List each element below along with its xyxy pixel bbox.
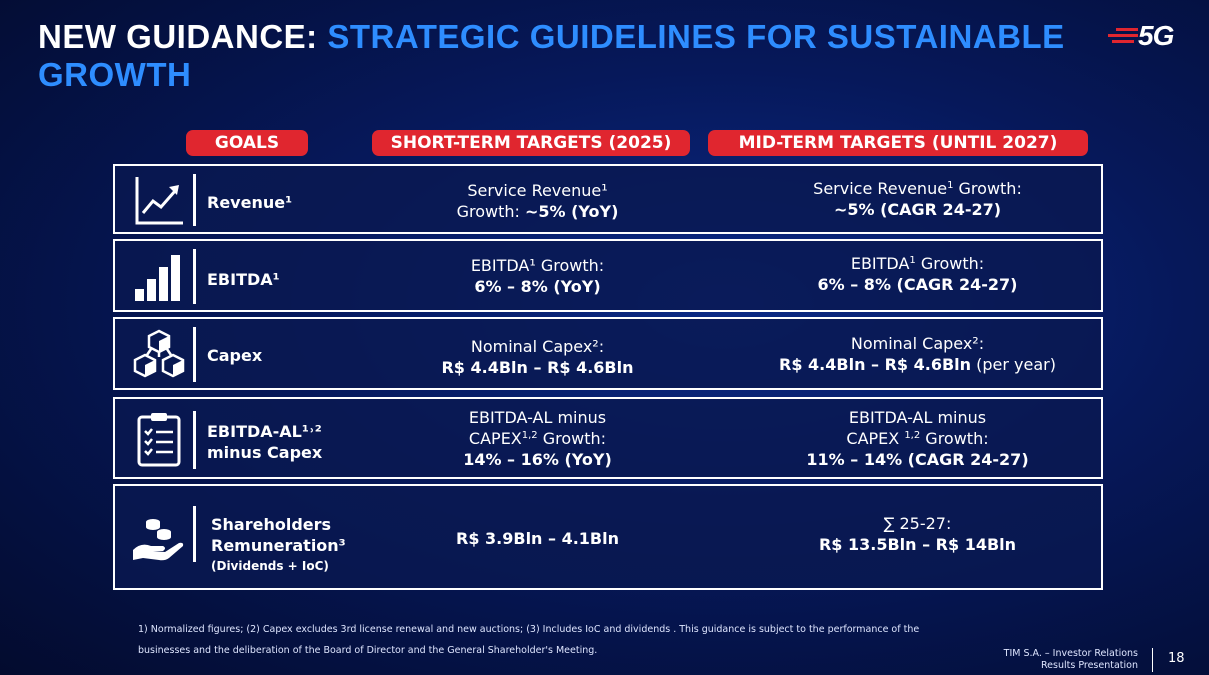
- logo-text: 5G: [1138, 20, 1174, 51]
- target-line: EBITDA¹ Growth:: [470, 256, 605, 275]
- header-short-term: SHORT-TERM TARGETS (2025): [372, 130, 690, 156]
- row-divider: [193, 249, 196, 304]
- target-line: Service Revenue¹: [467, 181, 608, 200]
- target-line: EBITDA-AL minus: [848, 408, 987, 427]
- footnote-ref: 1: [909, 255, 916, 266]
- target-line: Growth:: [456, 202, 525, 221]
- target-line: Growth:: [915, 254, 985, 273]
- goal-line: EBITDA-AL¹˒²: [207, 422, 322, 441]
- footnote-line: businesses and the deliberation of the Board of Director and the General Shareholder's Meeting.: [138, 645, 598, 656]
- target-line: EBITDA-AL minus: [468, 408, 607, 427]
- row-revenue: [113, 164, 1103, 234]
- target-line: CAPEX: [846, 429, 905, 448]
- target-value: 6% – 8% (YoY): [474, 277, 601, 296]
- page-title: [38, 18, 1098, 94]
- row-shareholders: [113, 484, 1103, 590]
- mid-term-target: [765, 253, 1070, 295]
- clipboard-checklist-icon: [131, 411, 187, 467]
- footer-document: Results Presentation: [1041, 660, 1138, 671]
- mid-term-target: [765, 333, 1070, 375]
- title-part-2: STRATEGIC GUIDELINES FOR SUSTAINABLE GROWTH: [38, 18, 1065, 93]
- target-value: ~5% (YoY): [524, 202, 619, 221]
- 5g-logo-icon: [1108, 20, 1178, 52]
- footer-info: [990, 648, 1138, 672]
- goal-line: Remuneration³: [211, 536, 346, 555]
- target-line: Growth:: [953, 179, 1022, 198]
- bar-chart-icon: [131, 249, 187, 305]
- row-capex: [113, 317, 1103, 390]
- short-term-target: [405, 528, 670, 549]
- goal-line: Shareholders: [211, 515, 332, 534]
- target-value: R$ 4.4Bln – R$ 4.6Bln: [441, 358, 634, 377]
- target-line: Growth:: [537, 429, 607, 448]
- target-value: R$ 4.4Bln – R$ 4.6Bln: [779, 355, 972, 374]
- row-divider: [193, 174, 196, 226]
- target-line: Nominal Capex²:: [470, 337, 605, 356]
- row-divider: [193, 506, 196, 562]
- title-part-1: NEW GUIDANCE:: [38, 18, 328, 55]
- target-line: EBITDA: [850, 254, 910, 273]
- target-value: R$ 3.9Bln – 4.1Bln: [456, 529, 619, 548]
- goal-subtitle: (Dividends + IoC): [211, 559, 329, 573]
- mid-term-target: [765, 513, 1070, 555]
- footnote-ref: 1,2: [904, 430, 921, 441]
- header-mid-term: MID-TERM TARGETS (UNTIL 2027): [708, 130, 1088, 156]
- short-term-target: [405, 336, 670, 378]
- page-number: 18: [1168, 651, 1185, 666]
- target-line: (per year): [971, 355, 1056, 374]
- mid-term-target: [765, 407, 1070, 470]
- goal-line: minus Capex: [207, 443, 323, 462]
- row-ebitda: [113, 239, 1103, 312]
- target-line: Growth:: [920, 429, 989, 448]
- goal-label: [211, 514, 346, 577]
- footnote-line: 1) Normalized figures; (2) Capex excludes 3rd license renewal and new auctions; (3) Includes IoC and dividends . This guidance is subject to the performance of the: [138, 624, 920, 635]
- goal-label: Capex: [207, 346, 263, 365]
- footer-company: TIM S.A. – Investor Relations: [1003, 648, 1138, 659]
- row-divider: [193, 327, 196, 382]
- footnote-ref: 1,2: [521, 430, 538, 441]
- hand-coins-icon: [131, 510, 187, 566]
- target-value: 14% – 16% (YoY): [463, 450, 612, 469]
- row-divider: [193, 411, 196, 469]
- goal-label: Revenue¹: [207, 193, 293, 212]
- target-value: 11% – 14% (CAGR 24-27): [806, 450, 1029, 469]
- goal-label: EBITDA¹: [207, 270, 280, 289]
- target-line: CAPEX: [468, 429, 522, 448]
- mid-term-target: [765, 178, 1070, 220]
- row-ebitda-al: [113, 397, 1103, 479]
- target-value: 6% – 8% (CAGR 24-27): [817, 275, 1018, 294]
- short-term-target: [405, 180, 670, 222]
- chart-trend-icon: [131, 173, 187, 229]
- short-term-target: [405, 407, 670, 470]
- target-line: ∑ 25-27:: [883, 514, 952, 533]
- short-term-target: [405, 255, 670, 297]
- cubes-icon: [131, 327, 187, 383]
- footnotes: [138, 619, 928, 661]
- footer-divider: [1152, 648, 1153, 672]
- target-line: Service Revenue: [813, 179, 948, 198]
- target-value: R$ 13.5Bln – R$ 14Bln: [818, 535, 1017, 554]
- target-line: Nominal Capex²:: [850, 334, 985, 353]
- header-goals: GOALS: [186, 130, 308, 156]
- target-value: ~5% (CAGR 24-27): [833, 200, 1002, 219]
- footnote-ref: 1: [947, 180, 954, 191]
- goal-label: [207, 421, 322, 463]
